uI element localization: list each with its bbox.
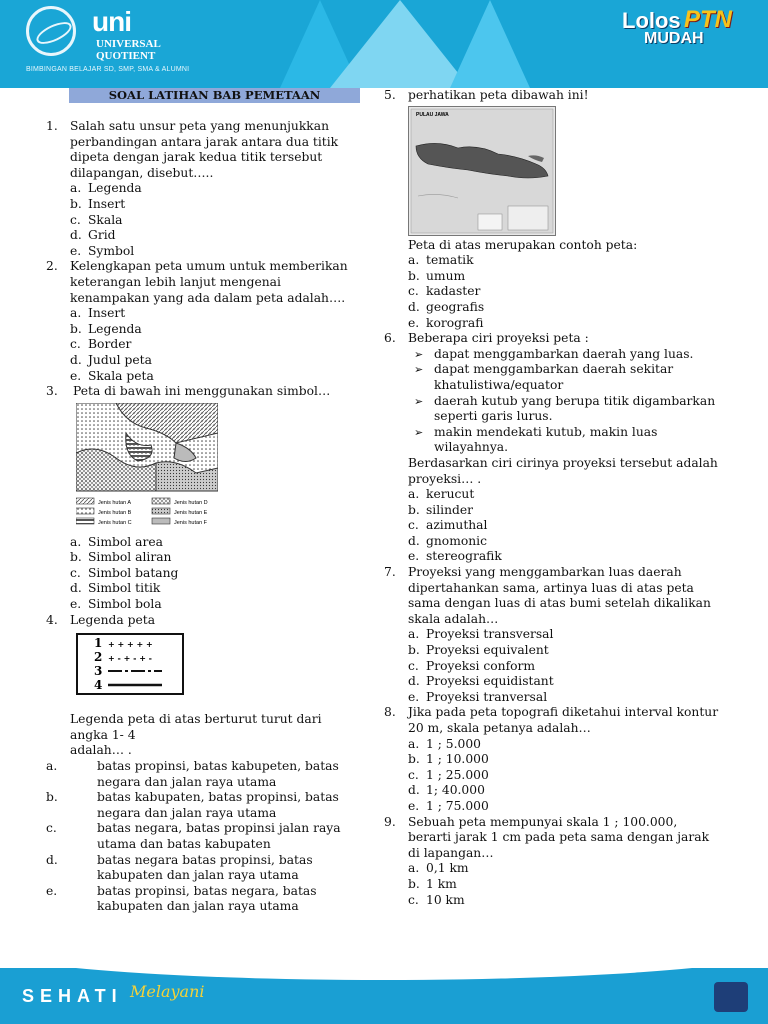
option-text: Proyeksi equidistant	[426, 674, 554, 689]
option	[42, 759, 360, 790]
option-letter: d.	[408, 674, 420, 689]
question-8	[380, 705, 720, 814]
option-letter: e.	[408, 549, 420, 564]
option-text: Proyeksi tranversal	[426, 689, 548, 704]
option-letter: e.	[70, 368, 82, 383]
option-text: batas kabupaten, batas propinsi, batas negara dan jalan raya utama	[97, 790, 339, 820]
option-letter: e.	[46, 883, 58, 898]
option-letter: b.	[408, 268, 420, 283]
legend-label: Jenis hutan F	[174, 519, 208, 526]
logo-uni: uni	[92, 6, 131, 37]
question-7	[380, 565, 720, 705]
option	[408, 643, 720, 659]
option-letter: e.	[408, 315, 420, 330]
question-3	[42, 384, 360, 613]
java-map	[408, 106, 556, 236]
option-letter: c.	[408, 767, 419, 782]
question-1	[42, 119, 360, 259]
option-letter: b.	[408, 502, 420, 517]
arrow-bullet-icon: ➢	[414, 394, 424, 408]
question-9	[380, 815, 720, 909]
option-text: batas negara, batas propinsi jalan raya utama dan batas kabupaten	[97, 821, 341, 851]
brand-right-text-3: MUDAH	[644, 30, 704, 47]
arrow-bullet-icon: ➢	[414, 425, 424, 439]
question-number: 4.	[46, 612, 58, 627]
legend-label: Jenis hutan E	[174, 509, 208, 516]
option-text: kadaster	[426, 284, 481, 299]
question-followup: Peta di atas merupakan contoh peta:	[408, 237, 638, 252]
option	[70, 197, 360, 213]
area-symbol-map	[76, 403, 218, 529]
option	[70, 213, 360, 229]
legend-label: Jenis hutan A	[98, 499, 132, 506]
option-letter: a.	[408, 627, 420, 642]
option	[408, 627, 720, 643]
option-text: korografi	[426, 315, 484, 330]
option-text: batas propinsi, batas negara, batas kabupaten dan jalan raya utama	[97, 883, 317, 914]
question-text: Jika pada peta topografi diketahui interval kontur 20 m, skala petanya adalah…	[408, 705, 719, 735]
option-letter: d.	[408, 299, 420, 314]
option-text: stereografik	[426, 549, 502, 564]
legend-num: 3	[94, 664, 103, 679]
option-text: 1 km	[426, 876, 457, 891]
option	[408, 752, 720, 768]
option-text: Simbol area	[88, 534, 163, 549]
option-text: Proyeksi transversal	[426, 627, 554, 642]
question-2	[42, 259, 360, 384]
option	[70, 322, 360, 338]
header-decoration	[450, 0, 530, 88]
option	[408, 768, 720, 784]
option-text: kerucut	[426, 487, 475, 502]
legend-num: 2	[94, 650, 103, 665]
option-text: Insert	[88, 196, 126, 211]
option-letter: a.	[70, 534, 82, 549]
question-followup: Berdasarkan ciri cirinya proyeksi tersebut adalah	[408, 455, 718, 470]
option-letter: b.	[70, 321, 82, 336]
option-text: batas propinsi, batas kabupeten, batas negara dan jalan raya utama	[97, 759, 339, 789]
option-letter: a.	[46, 759, 58, 774]
option	[408, 690, 720, 706]
option-text: Proyeksi equivalent	[426, 643, 549, 658]
option	[42, 821, 360, 852]
option-letter: a.	[408, 253, 420, 268]
question-number: 3.	[46, 384, 58, 399]
option-text: gnomonic	[426, 533, 487, 548]
option	[408, 253, 720, 269]
option-letter: a.	[408, 487, 420, 502]
option-letter: c.	[70, 337, 81, 352]
option	[42, 853, 360, 884]
page-title: SOAL LATIHAN BAB PEMETAAN	[69, 88, 360, 103]
option-text: Skala peta	[88, 368, 154, 383]
question-6	[380, 331, 720, 565]
bullet-text: dapat menggambarkan daerah sekitar khatulistiwa/equator	[434, 362, 674, 392]
java-map-image	[408, 106, 556, 236]
logo-line-2: QUOTIENT	[96, 50, 156, 62]
brand-right-logo	[614, 6, 754, 50]
option-text: Skala	[88, 212, 123, 227]
option	[408, 487, 720, 503]
option	[70, 566, 360, 582]
option-text: Legenda	[88, 181, 142, 196]
question-text: perhatikan peta dibawah ini!	[408, 88, 589, 102]
option	[408, 284, 720, 300]
option	[70, 306, 360, 322]
option-text: Grid	[88, 228, 116, 243]
option	[42, 790, 360, 821]
question-text: Beberapa ciri proyeksi peta :	[408, 331, 589, 346]
option	[408, 518, 720, 534]
question-number: 7.	[384, 565, 396, 580]
option-letter: b.	[408, 752, 420, 767]
option-letter: c.	[70, 212, 81, 227]
question-followup: adalah… .	[70, 743, 132, 758]
question-5	[380, 88, 720, 331]
right-column	[380, 88, 720, 908]
question-followup: proyeksi… .	[408, 471, 482, 486]
option-letter: c.	[408, 892, 419, 907]
option	[70, 369, 360, 385]
option-letter: c.	[46, 821, 57, 836]
question-text: Sebuah peta mempunyai skala 1 ; 100.000, berarti jarak 1 cm pada peta sama dengan jarak di lapangan…	[408, 814, 710, 860]
option	[408, 534, 720, 550]
option-letter: b.	[408, 643, 420, 658]
option	[408, 893, 720, 909]
question-followup: Legenda peta di atas berturut turut dari angka 1- 4	[70, 712, 322, 742]
question-text: Proyeksi yang menggambarkan luas daerah dipertahankan sama, artinya luas di atas peta sama dengan luas di atas bumi setelah dikalikan skala adalah…	[408, 565, 711, 626]
option-letter: c.	[70, 565, 81, 580]
brand-right-text-2: PTN	[684, 6, 732, 33]
question-4	[42, 613, 360, 759]
legend-num: 4	[94, 678, 103, 693]
option-letter: c.	[408, 518, 419, 533]
question-4-options	[42, 759, 360, 915]
option	[70, 353, 360, 369]
bullet-item	[408, 425, 720, 456]
option	[408, 799, 720, 815]
arrow-bullet-icon: ➢	[414, 363, 424, 377]
option	[408, 659, 720, 675]
option-text: 1 ; 25.000	[426, 767, 489, 782]
footer-banner	[0, 968, 768, 1024]
legend-label: Jenis hutan B	[98, 509, 132, 516]
bullet-item	[408, 347, 720, 363]
bullet-item	[408, 394, 720, 425]
option-letter: e.	[408, 798, 420, 813]
legend-num: 1	[94, 636, 103, 651]
question-number: 6.	[384, 331, 396, 346]
bullet-item	[408, 362, 720, 393]
option-text: Simbol aliran	[88, 550, 172, 565]
question-number: 2.	[46, 259, 58, 274]
option-text: silinder	[426, 502, 474, 517]
question-number: 8.	[384, 705, 396, 720]
left-column	[42, 88, 360, 915]
option-letter: b.	[46, 790, 58, 805]
option-text: umum	[426, 268, 466, 283]
option-text: tematik	[426, 253, 474, 268]
option-letter: a.	[70, 306, 82, 321]
option-letter: b.	[408, 876, 420, 891]
question-number: 5.	[384, 88, 396, 102]
option	[70, 535, 360, 551]
header-decoration	[330, 0, 470, 88]
option-letter: b.	[70, 550, 82, 565]
option-text: azimuthal	[426, 518, 488, 533]
option-text: batas negara batas propinsi, batas kabupaten dan jalan raya utama	[97, 852, 313, 883]
question-text: Peta di bawah ini menggunakan simbol…	[73, 384, 331, 399]
option	[70, 244, 360, 260]
area-symbol-map-image	[76, 403, 218, 529]
option	[70, 337, 360, 353]
option	[408, 300, 720, 316]
option-text: Simbol bola	[88, 597, 162, 612]
option-letter: c.	[408, 658, 419, 673]
header-banner	[0, 0, 768, 88]
option-letter: e.	[408, 689, 420, 704]
question-number: 9.	[384, 814, 396, 829]
legend-label: Jenis hutan C	[98, 519, 132, 526]
option-text: Proyeksi conform	[426, 658, 536, 673]
option-letter: c.	[408, 284, 419, 299]
option	[70, 550, 360, 566]
option	[408, 877, 720, 893]
option-text: 1 ; 10.000	[426, 752, 489, 767]
question-text: Salah satu unsur peta yang menunjukkan perbandingan antara jarak antara dua titik dipeta dengan jarak kedua titik tersebut dilapangan, disebut…..	[70, 119, 339, 180]
map-label: PULAU JAWA	[416, 111, 449, 118]
bullet-text: dapat menggambarkan daerah yang luas.	[434, 346, 694, 361]
legend-symbol-2: + - + - + -	[108, 654, 152, 664]
bullet-text: makin mendekati kutub, makin luas wilayahnya.	[434, 424, 658, 455]
logo-tagline: BIMBINGAN BELAJAR SD, SMP, SMA & ALUMNI	[26, 66, 190, 73]
legend-symbol-1: + + + + +	[108, 640, 153, 650]
option-letter: a.	[70, 181, 82, 196]
option-text: Border	[88, 337, 132, 352]
question-number: 1.	[46, 119, 58, 133]
option	[70, 228, 360, 244]
option	[408, 503, 720, 519]
question-text: Legenda peta	[70, 612, 156, 627]
option-text: Legenda	[88, 321, 142, 336]
option-letter: a.	[408, 736, 420, 751]
option-text: Simbol titik	[88, 581, 161, 596]
option-letter: d.	[408, 533, 420, 548]
option	[42, 884, 360, 915]
line-legend-image	[78, 635, 182, 693]
option-text: 10 km	[426, 892, 465, 907]
logo-orb-icon	[26, 6, 76, 56]
option-text: 1 ; 75.000	[426, 798, 489, 813]
option-text: Symbol	[88, 243, 135, 258]
option-text: 1; 40.000	[426, 783, 485, 798]
question-text: Kelengkapan peta umum untuk memberikan keterangan lebih lanjut mengenai kenampakan yang ada dalam peta adalah….	[70, 259, 348, 305]
option-letter: e.	[70, 243, 82, 258]
option	[408, 549, 720, 565]
line-legend-box	[76, 633, 184, 695]
option	[408, 674, 720, 690]
footer-script: Melayani	[130, 982, 205, 1001]
footer-decoration	[0, 968, 768, 980]
option-letter: d.	[70, 228, 82, 243]
option-letter: d.	[70, 352, 82, 367]
option	[70, 181, 360, 197]
option	[70, 581, 360, 597]
option-text: geografis	[426, 299, 485, 314]
option-text: Judul peta	[88, 352, 152, 367]
option	[408, 316, 720, 332]
option-text: 1 ; 5.000	[426, 736, 481, 751]
option-letter: d.	[46, 852, 58, 867]
option-text: Simbol batang	[88, 565, 179, 580]
house-icon	[714, 982, 748, 1012]
option-letter: b.	[70, 196, 82, 211]
option	[408, 783, 720, 799]
arrow-bullet-icon: ➢	[414, 347, 424, 361]
option-letter: a.	[408, 861, 420, 876]
option-text: 0,1 km	[426, 861, 469, 876]
option	[408, 269, 720, 285]
footer-brand: SEHATI	[22, 986, 123, 1006]
option	[408, 861, 720, 877]
option-letter: d.	[70, 581, 82, 596]
option-letter: e.	[70, 597, 82, 612]
legend-label: Jenis hutan D	[174, 499, 208, 506]
logo-subtitle	[96, 38, 161, 62]
option-letter: d.	[408, 783, 420, 798]
bullet-text: daerah kutub yang berupa titik digambarkan seperti garis lurus.	[434, 393, 716, 424]
option	[70, 597, 360, 613]
option	[408, 737, 720, 753]
brand-right-text-1: Lolos	[622, 8, 681, 33]
option-text: Insert	[88, 306, 126, 321]
logo-line-1: UNIVERSAL	[96, 38, 161, 50]
